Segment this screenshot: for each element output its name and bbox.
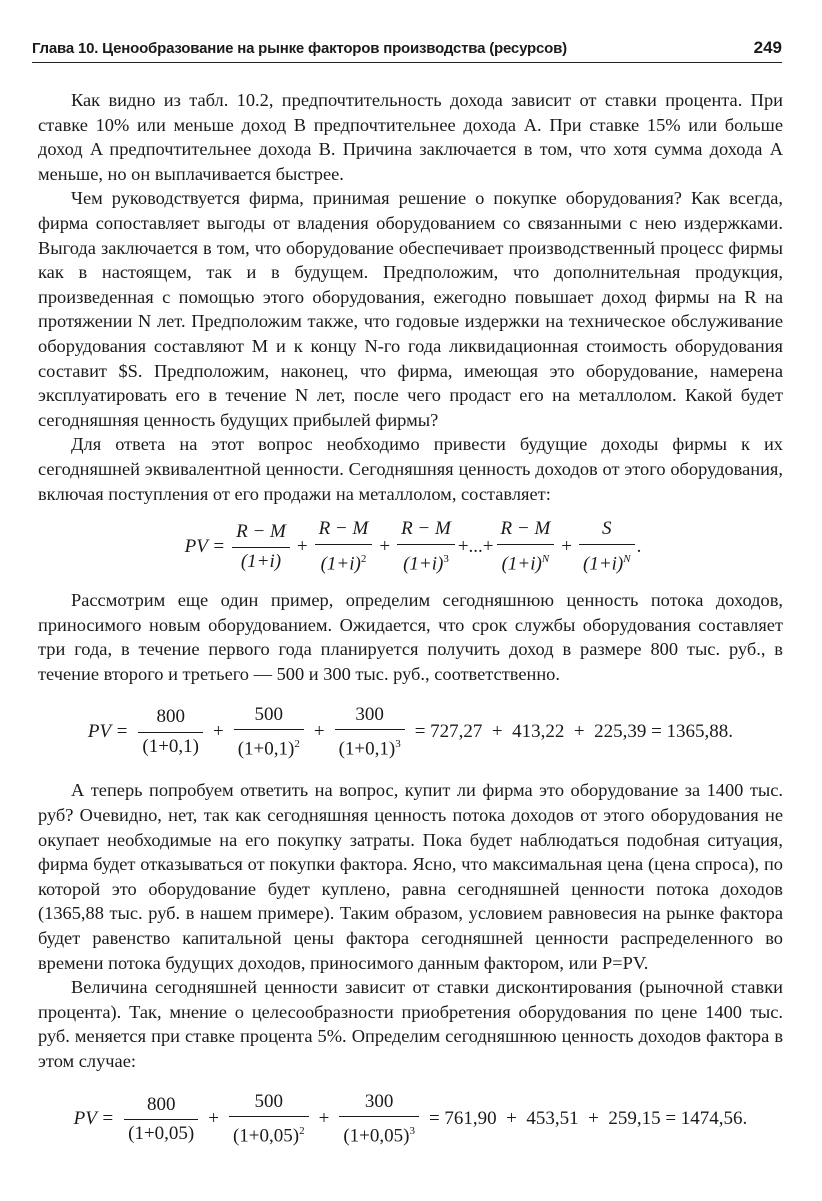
fraction-term-2: $\frac{500}{(1+0,1)^2}$ xyxy=(234,703,304,763)
running-header xyxy=(32,38,782,63)
formula-lhs: PV = xyxy=(73,1108,115,1130)
formula-result: = 761,90 + 453,51 + 259,15 = 1474,56. xyxy=(428,1108,748,1130)
plus-sign: + xyxy=(313,721,325,743)
formula-pv-general xyxy=(38,512,783,582)
page-body xyxy=(38,88,783,1166)
fraction-term-n: $\frac{R - M}{(1+i)^N}$ xyxy=(497,517,555,577)
plus-sign: + xyxy=(213,721,224,743)
fraction-salvage: $\frac{S}{(1+i)^N}$ xyxy=(579,517,635,577)
fraction-term-1: $\frac{R - M}{(1+i)}$ xyxy=(232,520,290,574)
paragraph-2: Чем руководствуется фирма, принимая решение о покупке оборудования? Как всегда, фирма сопоставляет выгоды от владения оборудованием со связанными с нею издержками. Выгода заключается в том, что оборудование обеспечивает производственный процесс фирмы как в настоящем, так и в будущем. Предположим, что дополнительная продукция, произведенная с помощью этого оборудования, ежегодно повышает доход фирмы на R на протяжении N лет. Предположим также, что годовые издержки на техническое обслуживание оборудования составляют M и к концу N-го года ликвидационная стоимость оборудования составит $S. Предположим, наконец, что фирма, имеющая это оборудование, намерена эксплуатировать его в течение N лет, после чего продаст его на металлолом. Какой будет сегодняшняя ценность будущих прибылей фирмы? xyxy=(38,188,783,430)
paragraph-6: Величина сегодняшней ценности зависит от ставки дисконтирования (рыночной ставки процента). Так, мнение о целесообразности приобретения оборудования по цене 1400 тыс. руб. меняется при ставке процента 5%. Определим сегодняшнюю ценность доходов фактора в этом случае: xyxy=(38,977,783,1071)
fraction-term-2: $\frac{500}{(1+0,05)^2}$ xyxy=(229,1090,309,1150)
plus-sign: + xyxy=(318,1108,330,1130)
fraction-term-2: $\frac{R - M}{(1+i)^2}$ xyxy=(315,517,373,577)
formula-lhs: PV = xyxy=(87,721,129,743)
fraction-term-3: $\frac{R - M}{(1+i)^3}$ xyxy=(397,517,455,577)
fraction-term-3: $\frac{300}{(1+0,1)^3}$ xyxy=(335,703,405,763)
fraction-term-1: $\frac{800}{(1+0,05)}$ xyxy=(124,1093,198,1147)
plus-sign: + xyxy=(379,535,391,557)
plus-sign: + xyxy=(208,1108,219,1130)
plus-sign: + xyxy=(296,535,308,557)
chapter-title: Глава 10. Ценообразование на рынке факторов производства (ресурсов) xyxy=(32,40,567,57)
formula-pv-5-percent xyxy=(38,1080,783,1160)
page-number: 249 xyxy=(753,38,782,57)
formula-end: . xyxy=(636,535,642,557)
plus-sign: + xyxy=(561,535,572,557)
formula-pv-10-percent xyxy=(38,692,783,772)
paragraph-4: Рассмотрим еще один пример, определим сегодняшнюю ценность потока доходов, приносимого новым оборудованием. Ожидается, что срок службы оборудования составляет три года, в течение первого года планируется получить доход в размере 800 тыс. руб., в течение второго и третьего — 500 и 300 тыс. руб., соответственно. xyxy=(38,590,783,684)
formula-result: = 727,27 + 413,22 + 225,39 = 1365,88. xyxy=(414,721,734,743)
paragraph-1: Как видно из табл. 10.2, предпочтительность дохода зависит от ставки процента. При ставке 10% или меньше доход B предпочтительнее дохода A. При ставке 15% или больше доход A предпочтительнее дохода B. Причина заключается в том, что хотя сумма дохода A меньше, но он выплачивается быстрее. xyxy=(38,90,783,184)
formula-lhs: PV = xyxy=(184,535,226,557)
paragraph-5: А теперь попробуем ответить на вопрос, купит ли фирма это оборудование за 1400 тыс. руб? Очевидно, нет, так как сегодняшняя ценность потока доходов от этого оборудования не окупает необходимые на его покупку затраты. Пока будет наблюдаться подобная ситуация, фирма будет отказываться от покупки фактора. Ясно, что максимальная цена (цена спроса), по которой это оборудование будет куплено, равна сегодняшней ценности потока доходов (1365,88 тыс. руб. в нашем примере). Таким образом, условием равновесия на рынке фактора будет равенство капитальной цены фактора сегодняшней ценности распределенного во времени потока будущих доходов, приносимого данным фактором, или P=PV. xyxy=(38,780,783,973)
ellipsis-sum: +...+ xyxy=(457,535,494,557)
fraction-term-1: $\frac{800}{(1+0,1)}$ xyxy=(138,705,203,759)
fraction-term-3: $\frac{300}{(1+0,05)^3}$ xyxy=(339,1090,419,1150)
paragraph-3: Для ответа на этот вопрос необходимо привести будущие доходы фирмы к их сегодняшней эквивалентной ценности. Сегодняшняя ценность доходов от этого оборудования, включая поступления от его продажи на металлолом, составляет: xyxy=(38,434,783,504)
